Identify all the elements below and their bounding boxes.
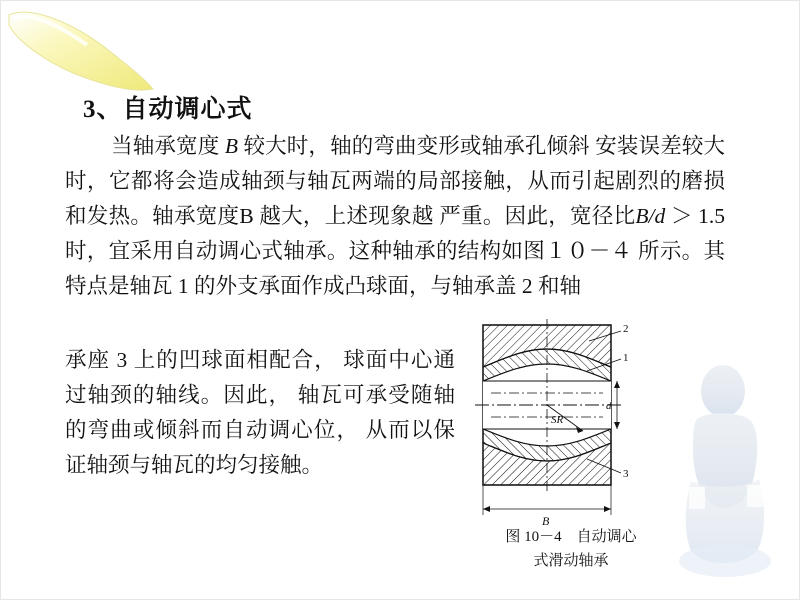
body-paragraph-top bbox=[65, 129, 725, 304]
figure-label-1: 1 bbox=[623, 352, 629, 364]
decorative-ghost-figure bbox=[661, 361, 791, 581]
highlight-blob-decoration bbox=[3, 5, 163, 97]
figure-label-3: 3 bbox=[623, 468, 629, 480]
figure-label-b: B bbox=[542, 514, 550, 528]
paragraph-2-part-b: ＞ 1.5 时，宜采用自动调心式轴承。这种轴承的结构如图１０－４ 所示。其特点是轴瓦 1 的外支承面作成凸球面，与轴承盖 2 和轴 bbox=[65, 204, 725, 298]
body-paragraph-bottom bbox=[65, 321, 455, 504]
figure-caption-line-2: 式滑动轴承 bbox=[533, 553, 609, 569]
paragraph-1-part-c: 较大时，轴的弯曲变形或轴承孔倾斜 安装误差较大时，它都将会造成轴颈与轴瓦两端的局部接触，从而引起剧烈的磨损和发热。轴承宽度B 越大，上述现象越 严重。因此，宽径比 bbox=[65, 134, 725, 228]
page-title: 3、自动调心式 bbox=[83, 96, 253, 123]
figure-caption bbox=[471, 525, 671, 573]
paragraph-1-part-a: 当轴承宽度 bbox=[111, 134, 225, 158]
figure-caption-line-1: 图 10－4 自动调心 bbox=[505, 529, 637, 545]
figure-label-d: d bbox=[606, 400, 612, 412]
paragraph-1 bbox=[65, 129, 725, 304]
paragraph-3: 承座 3 上的凹球面相配合， 球面中心通过轴颈的轴线。因此， 轴瓦可承受随轴的弯曲或倾斜而自动调心位， 从而以保证轴颈与轴瓦的均匀接触。 bbox=[65, 347, 455, 477]
paragraph-2-symbol-bd: B/d bbox=[635, 204, 666, 228]
paragraph-1-symbol-b: B bbox=[224, 134, 238, 158]
figure-label-sr: SR bbox=[551, 414, 564, 426]
figure-label-2: 2 bbox=[623, 323, 629, 335]
